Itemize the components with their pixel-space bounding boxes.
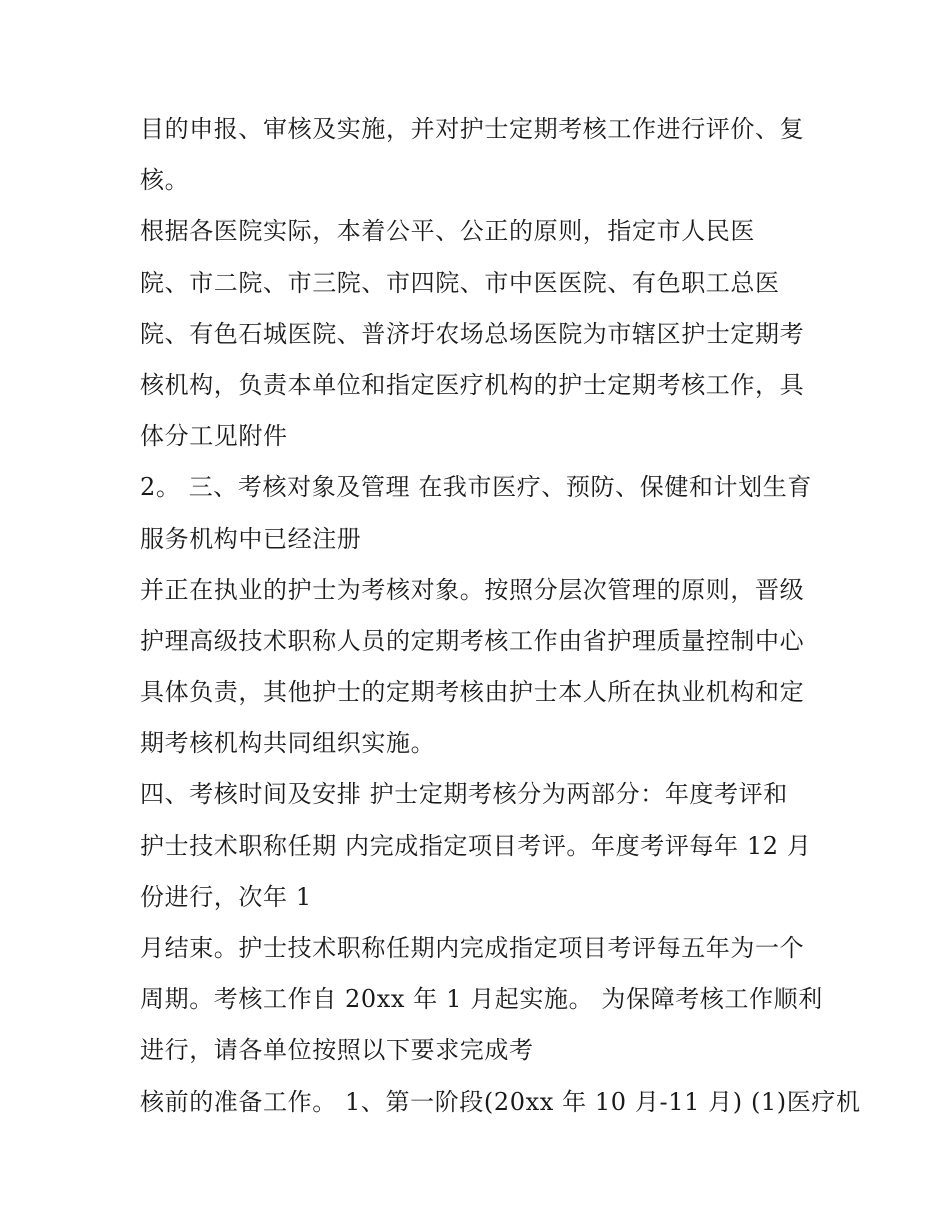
text-line-14: 四、考核时间及安排 护士定期考核分为两部分：年度考评和 xyxy=(140,780,788,809)
text-line-3: 根据各医院实际，本着公平、公正的原则，指定市人民医 xyxy=(140,217,755,246)
text-line-11: 护理高级技术职称人员的定期考核工作由省护理质量控制中心 xyxy=(140,626,805,655)
text-line-19: 进行，请各单位按照以下要求完成考 xyxy=(140,1036,534,1065)
text-line-16: 份进行，次年 1 xyxy=(140,882,312,911)
body-text xyxy=(140,104,861,1128)
text-line-4: 院、市二院、市三院、市四院、市中医医院、有色职工总医 xyxy=(140,268,780,297)
text-line-8: 2。 三、考核对象及管理 在我市医疗、预防、保健和计划生育 xyxy=(140,473,812,502)
text-line-1: 目的申报、审核及实施，并对护士定期考核工作进行评价、复 xyxy=(140,115,805,143)
text-line-18: 周期。考核工作自 20xx 年 1 月起实施。 为保障考核工作顺利 xyxy=(140,985,823,1014)
text-line-6: 核机构，负责本单位和指定医疗机构的护士定期考核工作，具 xyxy=(140,370,805,399)
text-line-7: 体分工见附件 xyxy=(140,422,288,451)
text-line-15: 护士技术职称任期 内完成指定项目考评。年度考评每年 12 月 xyxy=(140,831,812,860)
text-line-2: 核。 xyxy=(140,166,190,195)
text-line-12: 具体负责，其他护士的定期考核由护士本人所在执业机构和定 xyxy=(140,678,805,707)
text-line-13: 期考核机构共同组织实施。 xyxy=(140,729,436,758)
text-line-20: 核前的准备工作。 1、第一阶段(20xx 年 10 月-11 月) (1)医疗机 xyxy=(140,1087,861,1116)
text-line-9: 服务机构中已经注册 xyxy=(140,524,362,553)
text-line-10: 并正在执业的护士为考核对象。按照分层次管理的原则，晋级 xyxy=(140,575,805,604)
text-line-17: 月结束。护士技术职称任期内完成指定项目考评每五年为一个 xyxy=(140,934,805,962)
text-line-5: 院、有色石城医院、普济圩农场总场医院为市辖区护士定期考 xyxy=(140,319,805,348)
